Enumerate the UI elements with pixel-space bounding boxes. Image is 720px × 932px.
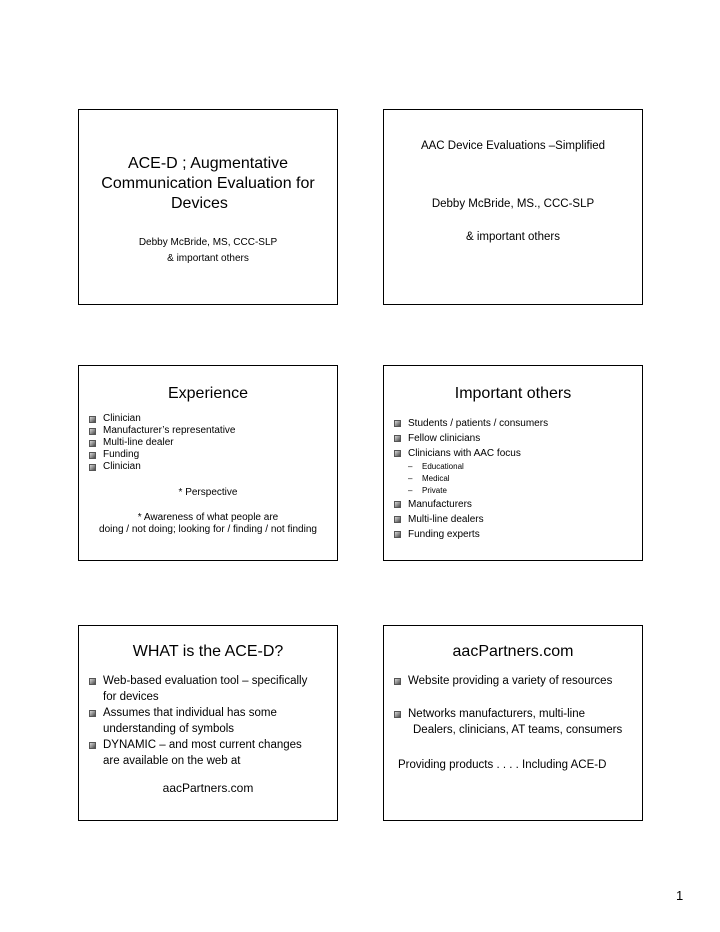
slide-1-title-line-1: ACE-D ; Augmentative xyxy=(127,155,289,172)
slide-3 xyxy=(78,365,338,561)
slide-4 xyxy=(383,365,643,561)
list-item-continuation: understanding of symbols xyxy=(103,723,235,735)
list-item-continuation: for devices xyxy=(103,691,159,703)
slide-2 xyxy=(383,109,643,305)
slide-1 xyxy=(78,109,338,305)
slide-2-title: AAC Device Evaluations –Simplified xyxy=(420,140,606,152)
slide-1-title-line-3: Devices xyxy=(171,195,228,212)
slide-6-bullet-list xyxy=(394,673,612,689)
list-item: DYNAMIC – and most current changes xyxy=(89,737,307,753)
square-bullet-icon xyxy=(394,450,401,457)
slide-6-title: aacPartners.com xyxy=(452,643,574,660)
list-item: Fellow clinicians xyxy=(394,431,548,446)
slide-6 xyxy=(383,625,643,821)
slide-3-awareness-line-1: * Awareness of what people are xyxy=(137,512,279,523)
list-item: Manufacturer’s representative xyxy=(89,425,235,437)
square-bullet-icon xyxy=(394,435,401,442)
square-bullet-icon xyxy=(89,742,96,749)
slide-5 xyxy=(78,625,338,821)
slide-1-title xyxy=(79,154,337,214)
slide-5-title: WHAT is the ACE-D? xyxy=(132,643,284,660)
slide-4-bullet-list xyxy=(394,416,548,542)
slide-1-title-line-2: Communication Evaluation for xyxy=(101,175,315,192)
sub-list-item: – Educational xyxy=(408,462,464,471)
square-bullet-icon xyxy=(89,678,96,685)
slide-2-author: Debby McBride, MS., CCC-SLP xyxy=(431,198,595,210)
slide-3-awareness-line-2: doing / not doing; looking for / finding / not finding xyxy=(99,524,317,535)
slide-4-title: Important others xyxy=(454,385,572,402)
slide-5-site: aacPartners.com xyxy=(162,781,254,795)
square-bullet-icon xyxy=(89,710,96,717)
slide-5-bullet-list xyxy=(89,673,307,769)
page-number: 1 xyxy=(676,888,684,903)
list-item: Multi-line dealer xyxy=(89,437,235,449)
list-item: Assumes that individual has some xyxy=(89,705,307,721)
square-bullet-icon xyxy=(89,416,96,423)
list-item: Funding experts xyxy=(394,527,548,542)
square-bullet-icon xyxy=(89,464,96,471)
slide-2-others: & important others xyxy=(466,231,560,243)
list-item-continuation: Dealers, clinicians, AT teams, consumers xyxy=(413,724,623,736)
square-bullet-icon xyxy=(89,428,96,435)
list-item-continuation: are available on the web at xyxy=(103,755,241,767)
square-bullet-icon xyxy=(89,440,96,447)
list-item: Students / patients / consumers xyxy=(394,416,548,431)
sub-list-item: – Private xyxy=(408,486,447,495)
slide-1-others: & important others xyxy=(167,253,249,264)
slide-6-bullet-list-2 xyxy=(394,706,622,738)
square-bullet-icon xyxy=(394,531,401,538)
square-bullet-icon xyxy=(394,501,401,508)
list-item: Clinician xyxy=(89,413,235,425)
list-item: Website providing a variety of resources xyxy=(394,673,612,689)
square-bullet-icon xyxy=(394,516,401,523)
slide-3-bullet-list xyxy=(89,413,235,473)
list-item: Multi-line dealers xyxy=(394,512,548,527)
list-item: Networks manufacturers, multi-line xyxy=(394,706,622,722)
square-bullet-icon xyxy=(394,711,401,718)
sub-list-item: – Medical xyxy=(408,474,450,483)
slide-6-providing: Providing products . . . . Including ACE-D xyxy=(398,759,607,771)
list-item: Clinician xyxy=(89,461,235,473)
slide-1-author: Debby McBride, MS, CCC-SLP xyxy=(138,237,278,248)
square-bullet-icon xyxy=(89,452,96,459)
list-item: Funding xyxy=(89,449,235,461)
slide-3-perspective: * Perspective xyxy=(178,487,238,498)
list-item: Manufacturers xyxy=(394,497,548,512)
list-item: Clinicians with AAC focus xyxy=(394,446,548,461)
slide-3-title: Experience xyxy=(167,385,249,402)
square-bullet-icon xyxy=(394,420,401,427)
square-bullet-icon xyxy=(394,678,401,685)
list-item: Web-based evaluation tool – specifically xyxy=(89,673,307,689)
